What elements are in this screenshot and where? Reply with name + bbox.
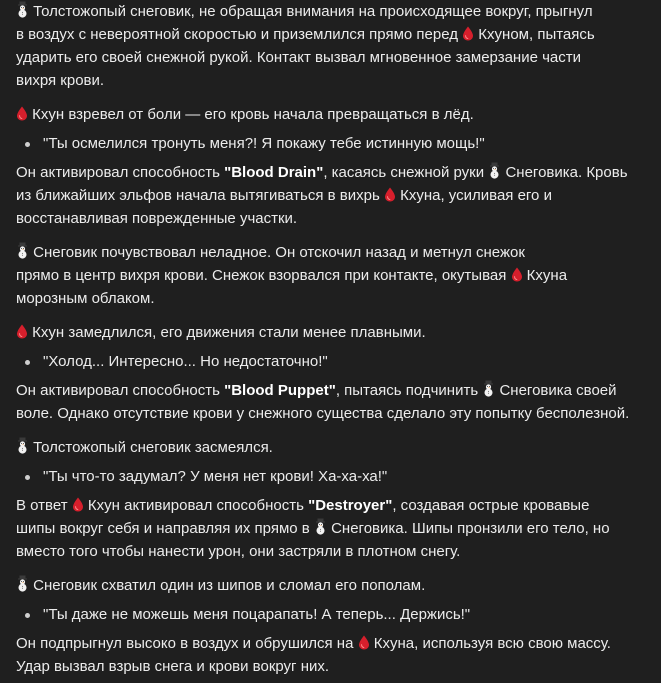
paragraph-6	[16, 379, 645, 425]
text-segment: вихря крови.	[16, 72, 105, 89]
text-segment: вместо того чтобы нанести урон, они застряли в плотном снегу.	[16, 543, 461, 560]
paragraph-5	[16, 321, 645, 344]
paragraph-10	[16, 632, 645, 678]
ability-name: "Blood Drain"	[224, 164, 324, 181]
text-segment: В ответ	[16, 497, 72, 514]
text-segment: , пытаясь подчинить	[335, 382, 483, 399]
text-segment: ударить его своей снежной рукой. Контакт вызвал мгновенное замерзание части	[16, 49, 582, 66]
paragraph-1	[16, 0, 645, 92]
text-segment: Кхуна, усиливая его и	[395, 187, 552, 204]
paragraph-7	[16, 436, 645, 459]
snowman-icon	[16, 437, 29, 454]
text-segment: восстанавливая поврежденные участки.	[16, 210, 298, 227]
quote-list	[16, 603, 645, 626]
text-segment: Он активировал способность	[16, 164, 225, 181]
text-segment: Снеговика. Кровь	[501, 164, 628, 181]
blood-drop-icon	[358, 635, 370, 650]
text-segment: Кхун взревел от боли — его кровь начала превращаться в лёд.	[28, 106, 474, 123]
text-segment: Толстожопый снеговик, не обращая внимания на происходящее вокруг, прыгнул	[29, 3, 593, 20]
text-segment: Снеговик схватил один из шипов и сломал его пополам.	[29, 577, 426, 594]
blood-drop-icon	[511, 267, 523, 282]
text-segment: Кхуном, пытаясь	[474, 26, 595, 43]
snowman-icon	[16, 242, 29, 259]
text-segment: шипы вокруг себя и направляя их прямо в	[16, 520, 314, 537]
text-segment: Удар вызвал взрыв снега и крови вокруг них.	[16, 658, 330, 675]
paragraph-4	[16, 241, 645, 310]
text-segment: Снеговик почувствовал неладное. Он отскочил назад и метнул снежок	[29, 244, 525, 261]
text-segment: в воздух с невероятной скоростью и приземлился прямо перед	[16, 26, 463, 43]
blood-drop-icon	[16, 106, 28, 121]
quote-list	[16, 350, 645, 373]
text-segment: воле. Однако отсутствие крови у снежного существа сделало эту попытку бесполезной.	[16, 405, 630, 422]
text-segment: Кхуна, используя всю свою массу.	[369, 635, 611, 652]
ability-name: "Blood Puppet"	[224, 382, 336, 399]
text-segment: , создавая острые кровавые	[392, 497, 590, 514]
paragraph-9	[16, 574, 645, 597]
paragraph-2	[16, 103, 645, 126]
text-segment: из ближайших эльфов начала вытягиваться в вихрь	[16, 187, 384, 204]
snowman-icon	[482, 380, 495, 397]
quote-list	[16, 465, 645, 488]
ability-name: "Destroyer"	[308, 497, 393, 514]
text-segment: Кхуна	[522, 267, 568, 284]
text-segment: Кхун замедлился, его движения стали менее плавными.	[28, 324, 426, 341]
snowman-icon	[16, 575, 29, 592]
snowman-icon	[16, 1, 29, 18]
quote-item: "Ты что-то задумал? У меня нет крови! Ха-ха-ха!"	[43, 465, 645, 488]
text-segment: Он активировал способность	[16, 382, 225, 399]
text-segment: прямо в центр вихря крови. Снежок взорвался при контакте, окутывая	[16, 267, 511, 284]
paragraph-3	[16, 161, 645, 230]
blood-drop-icon	[462, 26, 474, 41]
paragraph-8	[16, 494, 645, 563]
text-segment: Толстожопый снеговик засмеялся.	[29, 439, 273, 456]
blood-drop-icon	[16, 324, 28, 339]
text-segment: , касаясь снежной руки	[323, 164, 489, 181]
quote-item: "Ты даже не можешь меня поцарапать! А теперь... Держись!"	[43, 603, 645, 626]
blood-drop-icon	[384, 187, 396, 202]
text-segment: Снеговика своей	[495, 382, 617, 399]
quote-list	[16, 132, 645, 155]
text-segment: Снеговика. Шипы пронзили его тело, но	[326, 520, 610, 537]
text-segment: Кхун активировал способность	[83, 497, 309, 514]
quote-item: "Ты осмелился тронуть меня?! Я покажу тебе истинную мощь!"	[43, 132, 645, 155]
quote-item: "Холод... Интересно... Но недостаточно!"	[43, 350, 645, 373]
text-segment: Он подпрыгнул высоко в воздух и обрушился на	[16, 635, 358, 652]
snowman-icon	[488, 162, 501, 179]
snowman-icon	[314, 518, 327, 535]
text-segment: морозным облаком.	[16, 290, 155, 307]
blood-drop-icon	[72, 497, 84, 512]
